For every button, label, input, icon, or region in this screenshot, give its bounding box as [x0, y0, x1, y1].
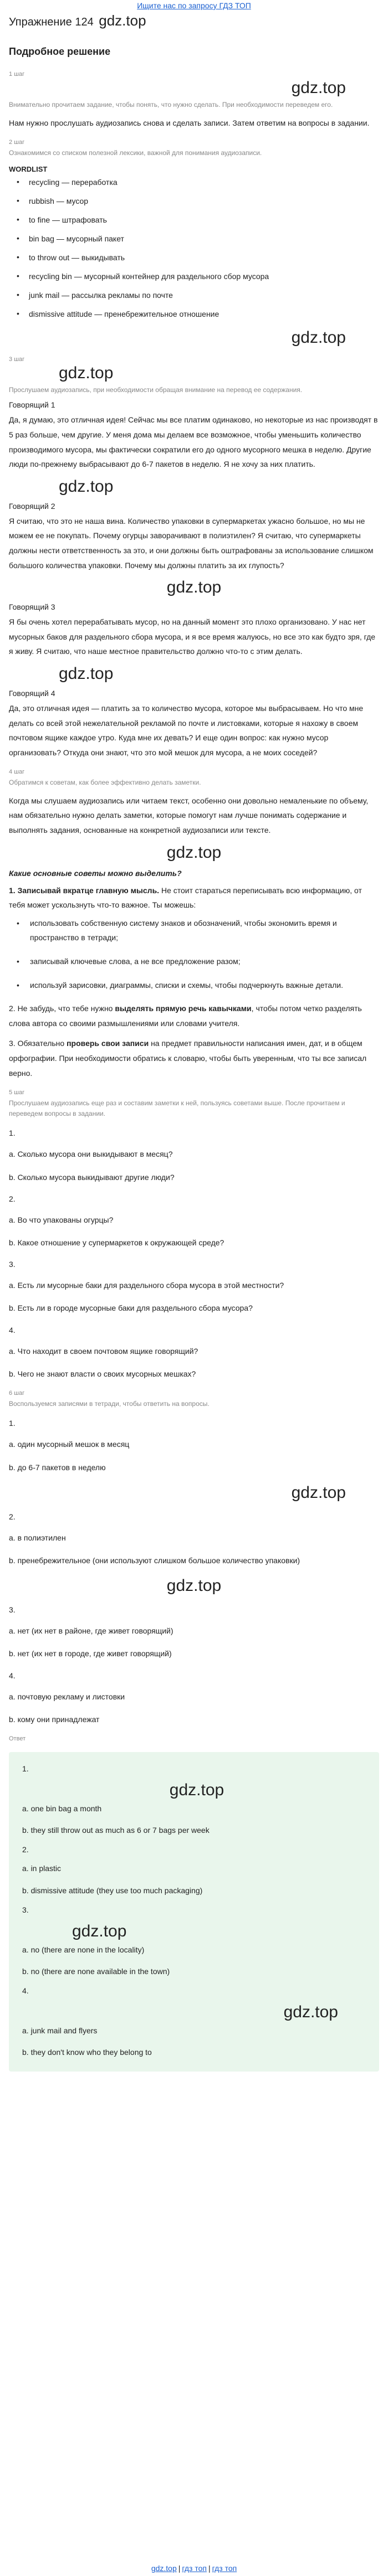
tip-1-list: [9, 916, 379, 992]
wordlist-title: WORDLIST: [9, 164, 48, 173]
question-b: b. Чего не знают власти о своих мусорных мешках?: [9, 1369, 196, 1378]
answer-number: 3.: [22, 1905, 29, 1914]
brand-watermark: gdz.top: [99, 12, 146, 29]
speaker-name: Говорящий 4: [9, 688, 55, 698]
step-label: 2 шаг: [9, 139, 25, 146]
speaker-text: Я бы очень хотел перерабатывать мусор, но на данный момент это плохо организовано. У нас нет мусорных баков для раздельного сбора мусора, и я все время жалуюсь, но все это как будто зря, где я живу. Я считаю, что наше местное правительство должно что-то с этим делать.: [9, 617, 376, 656]
watermark: gdz.top: [166, 1576, 222, 1595]
watermark: gdz.top: [291, 1483, 346, 1502]
tip-1-bold: 1. Записывай вкратце главную мысль.: [9, 885, 160, 895]
watermark: gdz.top: [283, 2003, 338, 2022]
tip-1-text: Не стоит стараться переписывать всю информацию, от тебя может ускользнуть что-то важное. Ты можешь:: [9, 885, 362, 910]
watermark: gdz.top: [291, 328, 346, 347]
question-b: b. Есть ли в городе мусорные баки для раздельного сбора мусора?: [9, 1304, 253, 1313]
step-label: 1 шаг: [9, 71, 25, 78]
tip-1: [9, 883, 379, 913]
answer-b: b. they don't know who they belong to: [22, 2048, 152, 2057]
answer-a: a. junk mail and flyers: [22, 2026, 98, 2036]
step-3: [9, 356, 379, 760]
page-title: [9, 12, 379, 29]
watermark: gdz.top: [59, 664, 114, 683]
step-note: Внимательно прочитаем задание, чтобы понять, что нужно сделать. При необходимости переведем его.: [9, 101, 333, 109]
answer-number: 2.: [22, 1845, 29, 1854]
step-label: 5 шаг: [9, 1089, 25, 1096]
step-6: [9, 1390, 379, 1727]
answer-box: [9, 1752, 379, 2072]
question-a: a. Что находит в своем почтовом ящике говорящий?: [9, 1346, 198, 1356]
tips-question: Какие основные советы можно выделить?: [9, 868, 182, 878]
answer-number: 3.: [9, 1605, 16, 1615]
step-5: [9, 1089, 379, 1381]
speaker-text: Да, я думаю, это отличная идея! Сейчас мы все платим одинаково, но некоторые из нас производят в 5 раз больше, чем другие. У меня дома мы делаем все возможное, чтобы уменьшить количество производимого мусора, мы фактически сократили его до одного мусорного мешка в неделю. Другие люди по-прежнему выбрасывают до 6-7 пакетов в неделю. Я не хочу за них платить.: [9, 415, 378, 469]
wordlist-item: • rubbish — мусор: [17, 197, 379, 205]
answer-b: b. dismissive attitude (they use too much packaging): [22, 1885, 203, 1895]
question-number: 3.: [9, 1260, 16, 1269]
answer-a: a. in plastic: [22, 1864, 62, 1873]
answer-a: a. один мусорный мешок в месяц: [9, 1440, 130, 1449]
watermark: gdz.top: [59, 477, 114, 496]
speaker-text: Я считаю, что это не наша вина. Количество упаковки в супермаркетах ужасно большое, но мы не можем ее не покупать. Почему огурцы заворачивают в полиэтилен? Я считаю, что супермаркеты должны нести ответственность за это, и они должны быть оштрафованы за использование слишком большого количества упаковки. Почему мы должны платить за их глупость?: [9, 516, 374, 570]
step-note: Воспользуемся записями в тетради, чтобы ответить на вопросы.: [9, 1399, 210, 1408]
wordlist-item: • dismissive attitude — пренебрежительное отношение: [17, 310, 379, 318]
answer-b: b. кому они принадлежат: [9, 1714, 100, 1724]
step-intro: Когда мы слушаем аудиозапись или читаем текст, особенно они довольно немаленькие по объему, нам обязательно нужно делать заметки, которые помогут нам лучше понимать содержание и выполнять задания, основанные на конкретной аудиозаписи или тексте.: [9, 796, 369, 835]
footer-separator: |: [178, 2564, 181, 2573]
answer-a: a. почтовую рекламу и листовки: [9, 1692, 125, 1701]
wordlist-item: • recycling bin — мусорный контейнер для раздельного сбор мусора: [17, 272, 379, 281]
watermark: gdz.top: [59, 363, 114, 382]
tip-3-text: на предмет правильности написания имен, дат, и в общем орфографии. При необходимости обратись к словарю, чтобы быть уверенным, что ты все записал верно.: [9, 1039, 367, 1078]
answer-a: a. в полиэтилен: [9, 1533, 66, 1542]
speaker-text: Да, это отличная идея — платить за то количество мусора, которое мы выбрасываем. Но что мне делать со всей этой нежелательной рекламой по почте и листовками, которые я нахожу в своем почтовом ящике каждое утро. Куда мне их девать? И еще один вопрос: как нужно мусор организовать? Откуда они знают, что это мой мешок для мусора, а не моих соседей?: [9, 703, 364, 757]
watermark: gdz.top: [291, 79, 346, 97]
watermark: gdz.top: [166, 843, 222, 862]
wordlist-item: • junk mail — рассылка рекламы по почте: [17, 291, 379, 300]
step-label: 3 шаг: [9, 356, 25, 363]
wordlist-item: • bin bag — мусорный пакет: [17, 234, 379, 243]
tip-2-text: , чтобы потом четко разделять слова автора со своими размышлениями или словами учителя.: [9, 1004, 362, 1028]
section-title: Подробное решение: [9, 46, 111, 57]
wordlist: [9, 178, 379, 318]
tip-3-pre: 3. Обязательно: [9, 1039, 67, 1048]
answer-b: b. до 6-7 пакетов в неделю: [9, 1462, 106, 1472]
answer-a: a. нет (их нет в районе, где живет говорящий): [9, 1626, 173, 1636]
question-a: a. Во что упакованы огурцы?: [9, 1215, 114, 1224]
footer-link[interactable]: гдз топ: [212, 2564, 237, 2573]
tip-2: [9, 1001, 379, 1031]
tip-2-bold: выделять прямую речь кавычками: [115, 1004, 252, 1013]
watermark: gdz.top: [166, 578, 222, 597]
answer-b: b. they still throw out as much as 6 or 7 bags per week: [22, 1826, 210, 1835]
answer-number: 2.: [9, 1512, 16, 1521]
tip-3-bold: проверь свои записи: [67, 1039, 149, 1048]
search-hint-link[interactable]: Ищите нас по запросу ГДЗ ТОП: [137, 1, 251, 10]
speaker-name: Говорящий 3: [9, 602, 55, 612]
step-note: Ознакомимся со списком полезной лексики, важной для понимания аудиозаписи.: [9, 149, 262, 157]
tip-bullet: • записывай ключевые слова, а не все предложение разом;: [17, 954, 379, 969]
step-4: [9, 769, 379, 1080]
step-label: 4 шаг: [9, 769, 25, 776]
speaker-name: Говорящий 2: [9, 501, 55, 511]
footer-links: [0, 2564, 388, 2573]
answer-number: 4.: [9, 1671, 16, 1680]
step-text: Нам нужно прослушать аудиозапись снова и сделать записи. Затем ответим на вопросы в задании.: [9, 118, 370, 127]
answer-number: 1.: [22, 1764, 29, 1773]
footer-separator: |: [208, 2564, 211, 2573]
answer-number: 4.: [22, 1986, 29, 1996]
step-note: Прослушаем аудиозапись, при необходимости обращая внимание на перевод ее содержания.: [9, 385, 303, 394]
wordlist-item: • recycling — переработка: [17, 178, 379, 187]
step-label: 6 шаг: [9, 1389, 25, 1397]
wordlist-item: • to fine — штрафовать: [17, 215, 379, 224]
question-number: 2.: [9, 1194, 16, 1203]
question-number: 4.: [9, 1325, 16, 1335]
answer-b: b. нет (их нет в городе, где живет говорящий): [9, 1649, 172, 1658]
tip-bullet: • использовать собственную систему знаков и обозначений, чтобы экономить время и пространство в тетради;: [17, 916, 379, 945]
wordlist-item: • to throw out — выкидывать: [17, 253, 379, 262]
step-1: [9, 71, 379, 130]
step-note: Обратимся к советам, как более эффективно делать заметки.: [9, 779, 201, 787]
watermark: gdz.top: [169, 1780, 224, 1799]
answer-label: Ответ: [9, 1735, 26, 1742]
answer-b: b. no (there are none available in the town): [22, 1966, 170, 1976]
watermark: gdz.top: [72, 1921, 127, 1940]
answer-b: b. пренебрежительное (они используют слишком большое количество упаковки): [9, 1556, 300, 1565]
speaker-name: Говорящий 1: [9, 400, 55, 410]
footer-link[interactable]: gdz.top: [151, 2564, 177, 2573]
question-a: a. Сколько мусора они выкидывают в месяц?: [9, 1150, 173, 1159]
footer-link[interactable]: гдз топ: [182, 2564, 207, 2573]
question-b: b. Сколько мусора выкидывают другие люди?: [9, 1172, 175, 1182]
question-number: 1.: [9, 1129, 16, 1138]
question-b: b. Какое отношение у супермаркетов к окружающей среде?: [9, 1238, 224, 1247]
exercise-title: Упражнение 124: [9, 16, 94, 28]
tip-3: [9, 1036, 379, 1080]
answer-a: a. no (there are none in the locality): [22, 1945, 145, 1954]
tip-bullet: • используй зарисовки, диаграммы, списки и схемы, чтобы подчеркнуть важные детали.: [17, 978, 379, 993]
step-note: Прослушаем аудиозапись еще раз и составим заметки к ней, пользуясь советами выше. После прочитаем и переведем вопросы в задании.: [9, 1099, 345, 1117]
question-a: a. Есть ли мусорные баки для раздельного сбора мусора в этой местности?: [9, 1281, 284, 1290]
step-2: [9, 139, 379, 347]
answer-a: a. one bin bag a month: [22, 1804, 102, 1813]
tip-2-pre: 2. Не забудь, что тебе нужно: [9, 1004, 115, 1013]
answer-number: 1.: [9, 1419, 16, 1428]
